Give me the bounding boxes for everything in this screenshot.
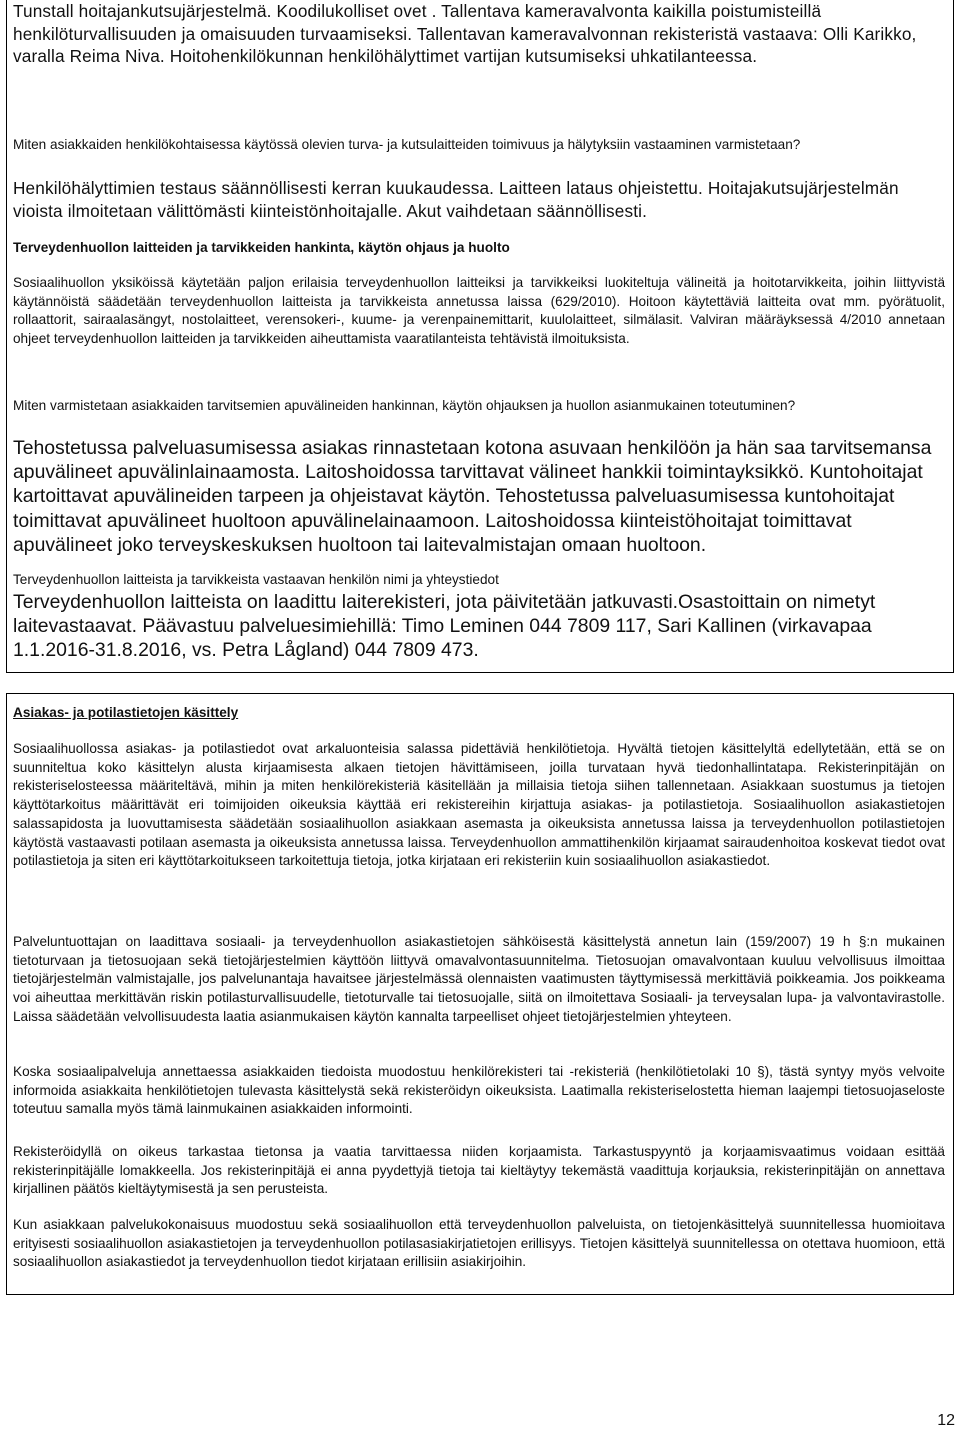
responsible-person-contact: Terveydenhuollon laitteista on laadittu laiterekisteri, jota päivitetään jatkuvasti.Osastoittain on nimetyt laitevastaavat. Päävastuu palveluesimiehillä: Timo Leminen 044 7809 117, Sari Kallinen (virkavapaa 1.1.2016-31.8.2016, vs. Petra Lågland) 044 7809 473. [13, 591, 876, 662]
question-call-devices: Miten asiakkaiden henkilökohtaisessa käytössä olevien turva- ja kutsulaitteiden toimivuus ja hälytyksiin vastaaminen varmistetaan? [13, 137, 801, 152]
question-assistive-devices: Miten varmistetaan asiakkaiden tarvitsemien apuvälineiden hankinnan, käytön ohjauksen ja huollon asianmukainen toteutuminen? [13, 398, 796, 413]
answer-assistive-devices: Tehostetussa palveluasumisessa asiakas rinnastetaan kotona asuvaan henkilöön ja hän saa tarvitsemansa apuvälineet apuvälinlainaamosta. Laitoshoidossa tarvittavat välineet hankkii toimintayksikkö. Kuntohoitajat kartoittavat apuvälineiden tarpeen ja ohjeistavat käytön. Tehostetussa palveluasumisessa kuntohoitajat toimittavat apuvälineet huoltoon apuvälinelainaamoon. Laitoshoidossa kiinteistöhoitajat toimittavat apuvälineet joko terveyskeskuksen huoltoon tai laitevalmistajan omaan huoltoon. [13, 437, 932, 556]
heading-client-data: Asiakas- ja potilastietojen käsittely [13, 705, 239, 720]
client-data-paragraph-1: Sosiaalihuollossa asiakas- ja potilastiedot ovat arkaluonteisia salassa pidettäviä henkilötietoja. Hyvältä tietojen käsittelyltä edellytetään, että se on suunniteltua koko käsittelyn alusta kirjaamisesta alkaen tietojen hävittämiseen, joilla turvataan hyvä tiedonhallintatapa. Rekisterinpitäjän on rekisteriselosteessa määriteltävä, mihin ja miten henkilörekisteriä käsitellään ja millaisia tietoja siihen tallennetaan. Asiakkaan suostumus ja tietojen käyttötarkoitus määrittävät eri toimijoiden oikeuksia käyttää eri rekistereihin kirjattuja asiakas- ja potilastietoja. Sosiaalihuollon asiakastietojen salassapidosta ja luovuttamisesta säädetään sosiaalihuollon asiakkaan asemasta ja oikeuksista annetussa laissa ja terveydenhuollon potilastietojen käytöstä vastaavasti potilaan asemasta ja oikeuksista annetussa laissa. Terveydenhuollon ammattihenkilön kirjaamat sairaudenhoitoa koskevat tiedot ovat potilastietoja ja siten eri käyttötarkoitukseen tarkoitettuja tietoja, jotka kirjataan eri rekisteriin kuin sosiaalihuollon asiakastiedot. [13, 741, 945, 869]
client-data-paragraph-5: Kun asiakkaan palvelukokonaisuus muodostuu sekä sosiaalihuollon että terveydenhuollon palveluista, on tietojenkäsittelyä suunnitellessa huomioitava erityisesti sosiaalihuollon asiakastietojen ja terveydenhuollon potilasasiakirjatietojen erillisyys. Tietojen käsittelyä suunnitellessa on otettava huomioon, että sosiaalihuollon asiakastiedot ja terveydenhuollon tiedot kirjataan erillisiin asiakirjoihin. [13, 1217, 945, 1270]
client-data-paragraph-3: Koska sosiaalipalveluja annettaessa asiakkaiden tiedoista muodostuu henkilörekisteri tai -rekisteriä (henkilötietolaki 10 §), tästä syntyy myös velvoite informoida asiakkaita henkilötietojen tulevasta käsittelystä sekä rekisteröidyn oikeuksista. Laatimalla rekisteriselostetta hieman laajempi tietosuojaseloste toteutuu samalla myös tämä lainmukainen asiakkaiden informointi. [13, 1064, 945, 1117]
answer-call-devices: Henkilöhälyttimien testaus säännöllisesti kerran kuukaudessa. Laitteen lataus ohjeistettu. Hoitajakutsujärjestelmän vioista ilmoitetaan välittömästi kiinteistönhoitajalle. Akut vaihdetaan säännöllisesti. [13, 178, 899, 221]
client-data-paragraph-2: Palveluntuottajan on laadittava sosiaali- ja terveydenhuollon asiakastietojen sähköisestä käsittelystä annetun lain (159/2007) 19 h §:n mukainen tietoturvaan ja tietosuojaan sekä tietojärjestelmien käyttöön liittyvä omavalvontasuunnitelma. Tietosuojan omavalvontaan kuuluu velvollisuus ilmoittaa tietojärjestelmän valmistajalle, jos palvelunantaja havaitsee järjestelmässä olennaisten vaatimusten täyttymisessä merkittäviä poikkeamia. Jos poikkeama voi aiheuttaa merkittävän riskin potilasturvallisuudelle, tietoturvalle tai tietosuojalle, siitä on ilmoitettava Sosiaali- ja terveysalan lupa- ja valvontavirastolle. Laissa säädetään velvollisuudesta laatia asianmukaisen käytön kannalta tarpeelliset ohjeet tietojärjestelmien yhteyteen. [13, 934, 945, 1024]
client-data-paragraph-4: Rekisteröidyllä on oikeus tarkastaa tietonsa ja vaatia tarvittaessa niiden korjaamista. Tarkastuspyyntö ja korjaamisvaatimus voidaan esittää rekisterinpitäjälle lomakkeella. Jos rekisterinpitäjä ei anna pyydettyjä tietoja tai kieltäytyy tekemästä vaadittuja korjauksia, rekisterinpitäjän on annettava kirjallinen päätös kieltäytymisestä ja sen perusteista. [13, 1144, 945, 1197]
medical-devices-text: Sosiaalihuollon yksiköissä käytetään paljon erilaisia terveydenhuollon laitteiksi ja tarvikkeiksi luokiteltuja välineitä ja hoitotarvikkeita, joihin liittyvistä käytännöistä säädetään terveydenhuollon laitteista ja tarvikkeista annetussa laissa (629/2010). Hoitoon käytettäviä laitteita ovat mm. pyörätuolit, rollaattorit, sairaalasängyt, nostolaitteet, verensokeri-, kuume- ja verenpainemittarit, kuulolaitteet, silmälasit. Valviran määräyksessä 4/2010 annetaan ohjeet terveydenhuollon laitteiden ja tarvikkeiden aiheuttamista vaaratilanteista tehtävistä ilmoituksista. [13, 275, 945, 347]
label-responsible-person: Terveydenhuollon laitteista ja tarvikkeista vastaavan henkilön nimi ja yhteystiedot [13, 572, 499, 587]
safety-systems-text: Tunstall hoitajankutsujärjestelmä. Koodilukolliset ovet . Tallentava kameravalvonta kaikilla poistumisteillä henkilöturvallisuuden ja omaisuuden turvaamiseksi. Tallentavan kameravalvonnan rekisteristä vastaava: Olli Karikko, varalla Reima Niva. Hoitohenkilökunnan henkilöhälyttimet vartijan kutsumiseksi uhkatilanteessa. [13, 1, 917, 66]
heading-medical-devices: Terveydenhuollon laitteiden ja tarvikkeiden hankinta, käytön ohjaus ja huolto [13, 240, 510, 255]
page-number: 12 [937, 1412, 955, 1429]
